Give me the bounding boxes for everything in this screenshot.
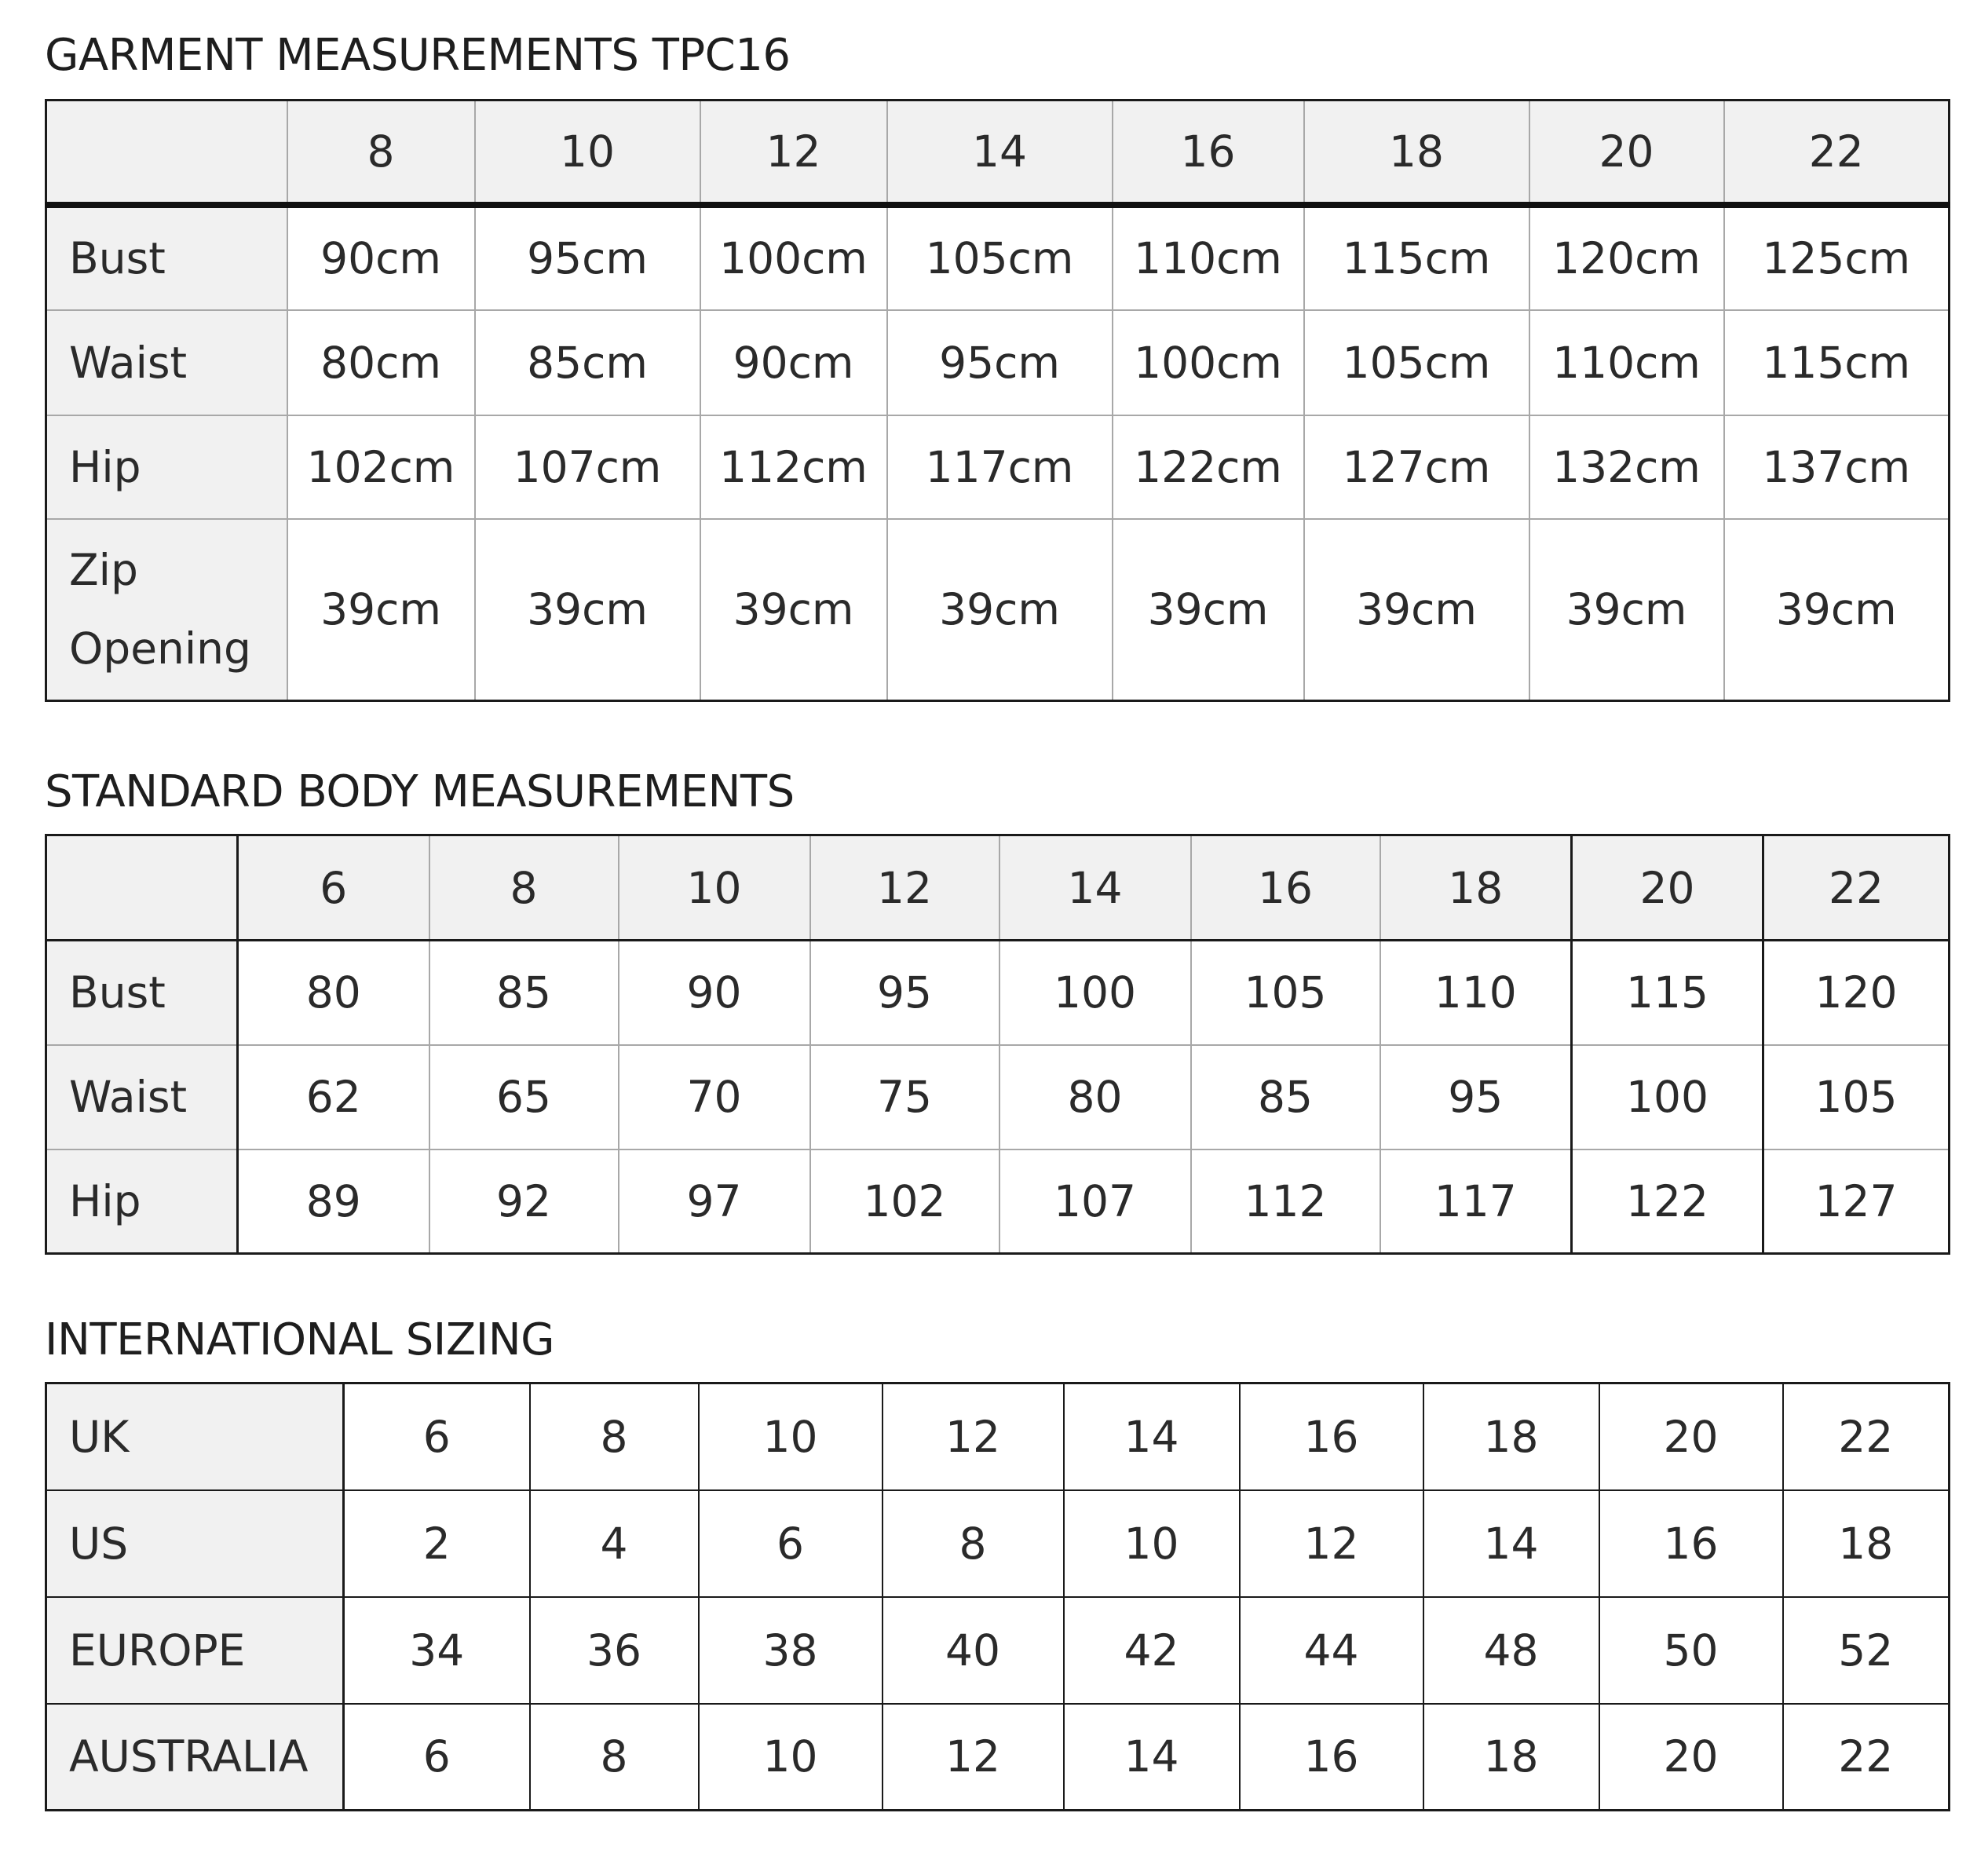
table-cell: 122 — [1572, 1149, 1763, 1254]
table-cell: 40 — [883, 1597, 1064, 1704]
table-cell: 105cm — [1304, 310, 1529, 415]
table-cell: 10 — [699, 1383, 883, 1490]
table-cell: 10 — [699, 1704, 883, 1811]
size-header: 8 — [429, 835, 619, 941]
size-header: 14 — [887, 101, 1113, 205]
table-cell: 105 — [1191, 941, 1380, 1045]
table-cell: 6 — [344, 1383, 530, 1490]
table-cell: 80 — [238, 941, 429, 1045]
table-row — [46, 415, 1950, 519]
table-cell: 117 — [1380, 1149, 1572, 1254]
table-row — [46, 941, 1950, 1045]
table-cell: 120 — [1763, 941, 1950, 1045]
table-cell: 95cm — [887, 310, 1113, 415]
size-header: 12 — [700, 101, 887, 205]
table-cell: 102cm — [287, 415, 475, 519]
size-header: 16 — [1113, 101, 1304, 205]
table-cell: 2 — [344, 1490, 530, 1597]
table-cell: 107 — [999, 1149, 1191, 1254]
row-label-waist: Waist — [46, 310, 287, 415]
table-cell: 89 — [238, 1149, 429, 1254]
row-label-zip-opening — [46, 519, 287, 701]
table-cell: 14 — [1064, 1704, 1240, 1811]
size-header: 10 — [475, 101, 700, 205]
table-cell: 16 — [1240, 1704, 1423, 1811]
table-cell: 100cm — [700, 205, 887, 310]
table-cell: 110cm — [1113, 205, 1304, 310]
table-row — [46, 205, 1950, 310]
table-cell: 44 — [1240, 1597, 1423, 1704]
size-header: 10 — [619, 835, 810, 941]
table-cell: 85 — [429, 941, 619, 1045]
table-row — [46, 1597, 1950, 1704]
garment-table — [45, 99, 1950, 702]
table-cell: 127 — [1763, 1149, 1950, 1254]
table-cell: 39cm — [1724, 519, 1950, 701]
table-cell: 22 — [1783, 1704, 1950, 1811]
table-cell: 39cm — [1529, 519, 1724, 701]
table-cell: 39cm — [287, 519, 475, 701]
table-cell: 50 — [1599, 1597, 1783, 1704]
table-cell: 39cm — [475, 519, 700, 701]
table-cell: 14 — [1064, 1383, 1240, 1490]
table-cell: 110 — [1380, 941, 1572, 1045]
size-header: 20 — [1572, 835, 1763, 941]
table-row — [46, 310, 1950, 415]
garment-title: GARMENT MEASUREMENTS TPC16 — [45, 30, 791, 81]
table-cell: 48 — [1423, 1597, 1599, 1704]
size-header: 20 — [1529, 101, 1724, 205]
table-row — [46, 1383, 1950, 1490]
table-cell: 92 — [429, 1149, 619, 1254]
table-row — [46, 1045, 1950, 1149]
table-cell: 18 — [1423, 1383, 1599, 1490]
intl-table — [45, 1382, 1950, 1811]
table-cell: 6 — [699, 1490, 883, 1597]
table-cell: 120cm — [1529, 205, 1724, 310]
zip-label-line2: Opening — [69, 623, 251, 674]
table-cell: 4 — [530, 1490, 699, 1597]
row-label-waist: Waist — [46, 1045, 238, 1149]
size-header: 22 — [1724, 101, 1950, 205]
table-cell: 42 — [1064, 1597, 1240, 1704]
table-cell: 110cm — [1529, 310, 1724, 415]
size-header: 8 — [287, 101, 475, 205]
table-cell: 12 — [1240, 1490, 1423, 1597]
table-cell: 107cm — [475, 415, 700, 519]
size-header: 6 — [238, 835, 429, 941]
size-header: 14 — [999, 835, 1191, 941]
row-label-us: US — [46, 1490, 344, 1597]
table-cell: 16 — [1599, 1490, 1783, 1597]
table-cell: 10 — [1064, 1490, 1240, 1597]
body-size-header-row — [46, 835, 1950, 941]
table-cell: 95 — [1380, 1045, 1572, 1149]
table-cell: 115cm — [1304, 205, 1529, 310]
table-cell: 36 — [530, 1597, 699, 1704]
size-header: 12 — [810, 835, 999, 941]
table-cell: 16 — [1240, 1383, 1423, 1490]
table-cell: 8 — [530, 1383, 699, 1490]
table-cell: 8 — [530, 1704, 699, 1811]
table-cell: 90cm — [287, 205, 475, 310]
table-cell: 75 — [810, 1045, 999, 1149]
table-cell: 14 — [1423, 1490, 1599, 1597]
table-cell: 95 — [810, 941, 999, 1045]
table-cell: 80cm — [287, 310, 475, 415]
size-header: 18 — [1380, 835, 1572, 941]
table-cell: 132cm — [1529, 415, 1724, 519]
table-cell: 62 — [238, 1045, 429, 1149]
table-cell: 125cm — [1724, 205, 1950, 310]
table-cell: 115cm — [1724, 310, 1950, 415]
table-cell: 90 — [619, 941, 810, 1045]
table-row — [46, 1704, 1950, 1811]
table-cell: 105 — [1763, 1045, 1950, 1149]
table-cell: 6 — [344, 1704, 530, 1811]
table-cell: 39cm — [1304, 519, 1529, 701]
table-cell: 100cm — [1113, 310, 1304, 415]
table-cell: 100 — [999, 941, 1191, 1045]
table-cell: 39cm — [887, 519, 1113, 701]
table-cell: 102 — [810, 1149, 999, 1254]
table-cell: 18 — [1783, 1490, 1950, 1597]
table-cell: 34 — [344, 1597, 530, 1704]
table-cell: 8 — [883, 1490, 1064, 1597]
row-label-australia: AUSTRALIA — [46, 1704, 344, 1811]
zip-label-line1: Zip — [69, 545, 138, 596]
row-label-uk: UK — [46, 1383, 344, 1490]
table-cell: 85cm — [475, 310, 700, 415]
table-row — [46, 519, 1950, 701]
table-cell: 95cm — [475, 205, 700, 310]
size-header: 18 — [1304, 101, 1529, 205]
table-cell: 105cm — [887, 205, 1113, 310]
table-cell: 80 — [999, 1045, 1191, 1149]
table-cell: 18 — [1423, 1704, 1599, 1811]
table-cell: 38 — [699, 1597, 883, 1704]
row-label-europe: EUROPE — [46, 1597, 344, 1704]
table-cell: 112 — [1191, 1149, 1380, 1254]
garment-size-header-row — [46, 101, 1950, 205]
table-cell: 12 — [883, 1704, 1064, 1811]
header-corner — [46, 101, 287, 205]
table-cell: 137cm — [1724, 415, 1950, 519]
size-header: 16 — [1191, 835, 1380, 941]
table-cell: 127cm — [1304, 415, 1529, 519]
table-cell: 39cm — [1113, 519, 1304, 701]
table-cell: 70 — [619, 1045, 810, 1149]
table-cell: 22 — [1783, 1383, 1950, 1490]
table-cell: 20 — [1599, 1704, 1783, 1811]
table-cell: 100 — [1572, 1045, 1763, 1149]
table-cell: 122cm — [1113, 415, 1304, 519]
header-corner — [46, 835, 238, 941]
row-label-hip: Hip — [46, 415, 287, 519]
size-header: 22 — [1763, 835, 1950, 941]
table-cell: 85 — [1191, 1045, 1380, 1149]
table-cell: 39cm — [700, 519, 887, 701]
table-cell: 90cm — [700, 310, 887, 415]
row-label-hip: Hip — [46, 1149, 238, 1254]
table-row — [46, 1149, 1950, 1254]
intl-title: INTERNATIONAL SIZING — [45, 1314, 554, 1365]
row-label-bust: Bust — [46, 941, 238, 1045]
table-cell: 112cm — [700, 415, 887, 519]
body-table — [45, 834, 1950, 1255]
table-cell: 12 — [883, 1383, 1064, 1490]
table-cell: 117cm — [887, 415, 1113, 519]
row-label-bust: Bust — [46, 205, 287, 310]
table-cell: 20 — [1599, 1383, 1783, 1490]
table-cell: 97 — [619, 1149, 810, 1254]
table-cell: 52 — [1783, 1597, 1950, 1704]
table-row — [46, 1490, 1950, 1597]
table-cell: 65 — [429, 1045, 619, 1149]
table-cell: 115 — [1572, 941, 1763, 1045]
body-title: STANDARD BODY MEASUREMENTS — [45, 766, 795, 817]
